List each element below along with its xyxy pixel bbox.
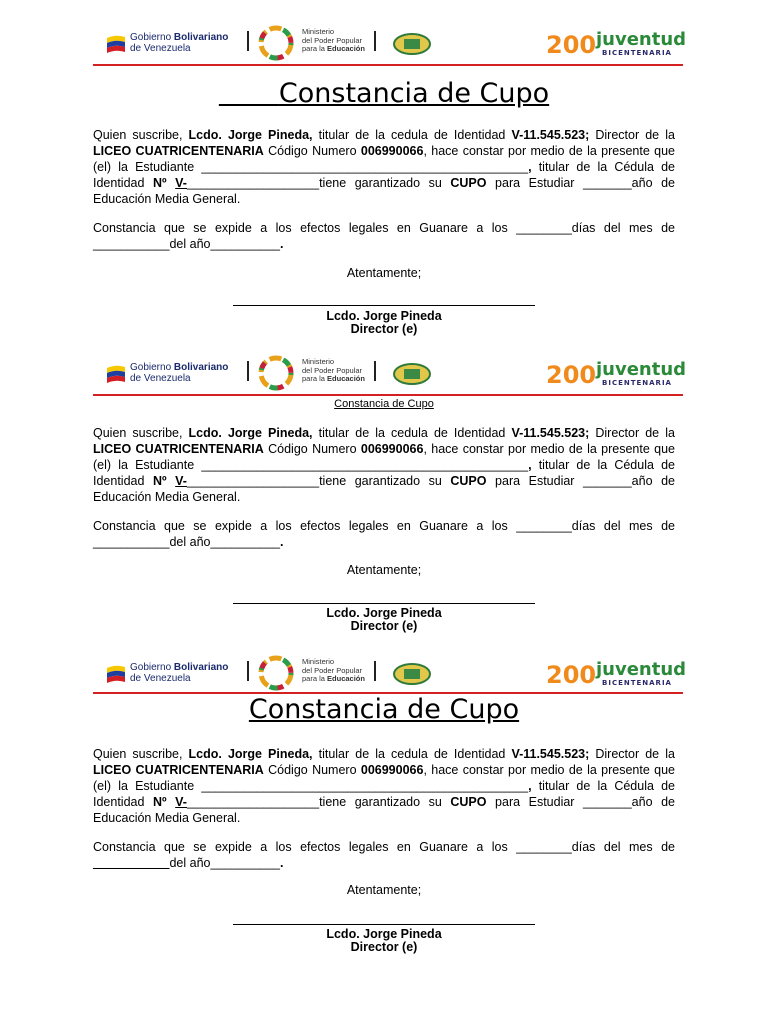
juventud-bicentenaria-logo	[546, 28, 686, 60]
juventud-sub: BICENTENARIA	[602, 679, 672, 687]
juventud-number: 200	[546, 661, 597, 689]
gobierno-bolivariano-logo: Gobierno Bolivariano de Venezuela	[105, 358, 250, 388]
ministry-ring-logo-icon	[256, 654, 296, 692]
venezuela-flag-icon	[105, 362, 127, 384]
signer-title: Director (e)	[350, 322, 418, 336]
paragraph-2: Constancia que se expide a los efectos legales en Guanare a los ________días del mes de ___________del año__________.	[93, 840, 675, 870]
paragraph-1: Quien suscribe, Lcdo. Jorge Pineda, titular de la cedula de Identidad V-11.545.523; Director de la LICEO CUATRICENTENARIA Código Numero 006990066, hace constar por medio de la presente que (el) la Estudiante _______________________________________________, titular de la Cédula de Identidad Nº V-___________________tiene garantizado su CUPO para Estudiar _______año de Educación Media General.	[93, 128, 675, 206]
header-red-line	[93, 64, 683, 66]
divider	[247, 661, 249, 681]
signature-block	[0, 928, 768, 954]
letterhead	[0, 352, 768, 400]
divider	[247, 361, 249, 381]
school-shield-icon	[392, 362, 432, 386]
signature-line	[233, 924, 535, 925]
document-title: Constancia de Cupo	[278, 78, 550, 109]
divider	[374, 31, 376, 51]
signer-name: Lcdo. Jorge Pineda	[326, 309, 442, 323]
juventud-word: juventud	[596, 659, 686, 680]
juventud-sub: BICENTENARIA	[602, 49, 672, 57]
school-shield-icon	[392, 32, 432, 56]
signature-line	[233, 305, 535, 306]
letterhead	[0, 22, 768, 70]
juventud-word: juventud	[596, 29, 686, 50]
signature-line	[233, 603, 535, 604]
school-shield-icon	[392, 662, 432, 686]
juventud-bicentenaria-logo	[546, 658, 686, 690]
juventud-number: 200	[546, 361, 597, 389]
signer-title: Director (e)	[350, 940, 418, 954]
ministry-text: Ministerio del Poder Popular para la Educación	[302, 357, 365, 383]
paragraph-1: Quien suscribe, Lcdo. Jorge Pineda, titular de la cedula de Identidad V-11.545.523; Director de la LICEO CUATRICENTENARIA Código Numero 006990066, hace constar por medio de la presente que (el) la Estudiante _______________________________________________, titular de la Cédula de Identidad Nº V-___________________tiene garantizado su CUPO para Estudiar _______año de Educación Media General.	[93, 747, 675, 825]
paragraph-1: Quien suscribe, Lcdo. Jorge Pineda, titular de la cedula de Identidad V-11.545.523; Director de la LICEO CUATRICENTENARIA Código Numero 006990066, hace constar por medio de la presente que (el) la Estudiante _______________________________________________, titular de la Cédula de Identidad Nº V-___________________tiene garantizado su CUPO para Estudiar _______año de Educación Media General.	[93, 426, 675, 504]
juventud-bicentenaria-logo	[546, 358, 686, 390]
venezuela-flag-icon	[105, 32, 127, 54]
closing-text: Atentamente;	[346, 563, 422, 577]
juventud-number: 200	[546, 31, 597, 59]
document-body	[93, 746, 675, 871]
header-red-line	[93, 394, 683, 396]
juventud-word: juventud	[596, 359, 686, 380]
signer-title: Director (e)	[350, 619, 418, 633]
ministry-text: Ministerio del Poder Popular para la Educación	[302, 27, 365, 53]
ministry-ring-logo-icon	[256, 24, 296, 62]
constancia-section-1	[0, 22, 768, 336]
juventud-sub: BICENTENARIA	[602, 379, 672, 387]
document-body	[93, 425, 675, 550]
signature-block	[0, 310, 768, 336]
divider	[247, 31, 249, 51]
divider	[374, 361, 376, 381]
ministry-text: Ministerio del Poder Popular para la Educación	[302, 657, 365, 683]
signature-block	[0, 607, 768, 633]
divider	[374, 661, 376, 681]
gobierno-bolivariano-logo: Gobierno Bolivariano de Venezuela	[105, 28, 250, 58]
constancia-section-2	[0, 352, 768, 633]
closing-text: Atentamente;	[346, 266, 422, 280]
document-title: Constancia de Cupo	[334, 398, 434, 410]
document-body	[93, 127, 675, 252]
closing-text: Atentamente;	[346, 883, 422, 897]
signer-name: Lcdo. Jorge Pineda	[326, 606, 442, 620]
document-title: Constancia de Cupo	[248, 694, 520, 725]
paragraph-2: Constancia que se expide a los efectos legales en Guanare a los ________días del mes de ___________del año__________.	[93, 519, 675, 549]
gobierno-bolivariano-logo: Gobierno Bolivariano de Venezuela	[105, 658, 250, 688]
letterhead	[0, 652, 768, 700]
ministry-ring-logo-icon	[256, 354, 296, 392]
signer-name: Lcdo. Jorge Pineda	[326, 927, 442, 941]
paragraph-2: Constancia que se expide a los efectos legales en Guanare a los ________días del mes de ___________del año__________.	[93, 221, 675, 251]
constancia-section-3	[0, 652, 768, 954]
venezuela-flag-icon	[105, 662, 127, 684]
